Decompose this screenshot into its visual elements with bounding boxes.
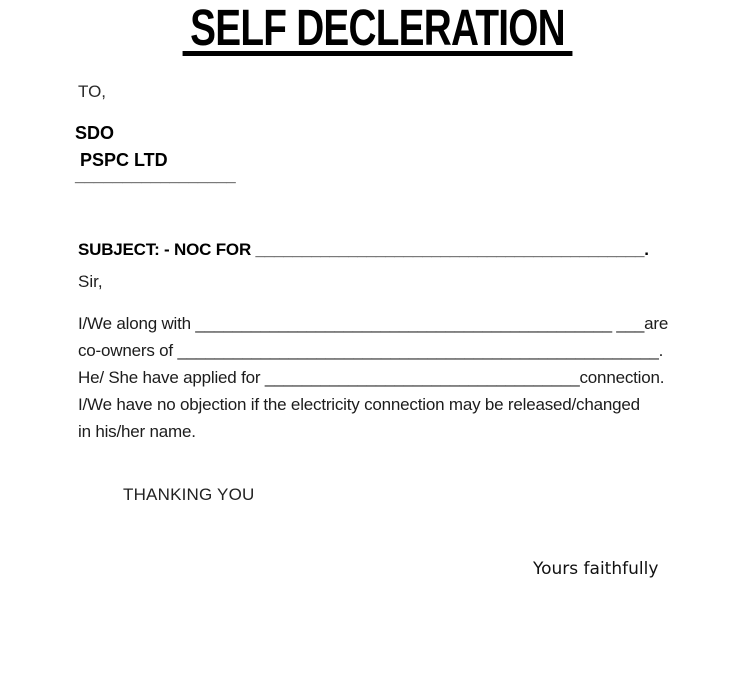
- subject-period: .: [644, 240, 649, 259]
- body-line: I/We have no objection if the electricity connection may be released/changed: [78, 395, 640, 414]
- body-paragraph: [78, 310, 668, 445]
- addressee-name: SDO: [75, 123, 115, 143]
- body-line: I/We along with _____________________________________________ ___are: [78, 314, 669, 333]
- greeting: Sir,: [78, 272, 103, 291]
- thanking-you: THANKING YOU: [123, 485, 255, 504]
- subject-line: [78, 236, 649, 263]
- salutation: TO,: [78, 82, 107, 101]
- closing-signature: Yours faithfully: [533, 559, 659, 579]
- addressee-company: PSPC LTD: [75, 150, 168, 170]
- page-title: SELF DECLERATION: [183, 6, 573, 56]
- body-line: co-owners of ____________________________________________________.: [78, 341, 664, 360]
- subject-blank-line: __________________________________________: [255, 240, 645, 259]
- body-line: He/ She have applied for __________________________________connection.: [78, 368, 665, 387]
- title-row: [0, 0, 756, 56]
- subject-label: SUBJECT: - NOC FOR: [78, 240, 256, 259]
- body-line: in his/her name.: [78, 422, 196, 441]
- address-blank-line: _________________: [75, 166, 236, 185]
